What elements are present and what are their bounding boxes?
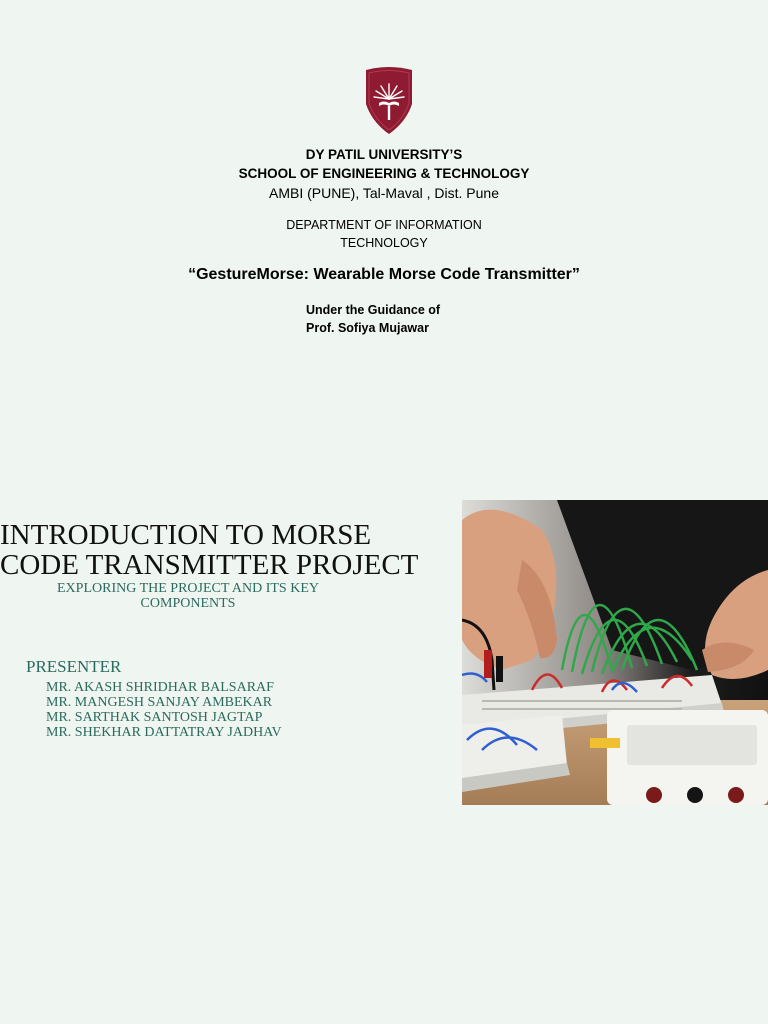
presenter-label: PRESENTER	[26, 657, 122, 676]
main-heading	[0, 520, 460, 580]
subtitle	[0, 581, 376, 611]
presenter-list	[46, 680, 282, 740]
department	[0, 216, 768, 252]
address: AMBI (PUNE), Tal-Maval , Dist. Pune	[268, 185, 500, 201]
subtitle-line-1: EXPLORING THE PROJECT AND ITS KEY	[57, 581, 319, 596]
guidance-block	[306, 301, 440, 337]
main-heading-line-2: CODE TRANSMITTER PROJECT	[0, 549, 419, 581]
department-line-1: DEPARTMENT OF INFORMATION	[286, 218, 482, 232]
guidance-label: Under the Guidance of	[306, 303, 441, 317]
main-heading-line-1: INTRODUCTION TO MORSE	[0, 519, 372, 551]
presenter-name: MR. SHEKHAR DATTATRAY JADHAV	[46, 725, 282, 740]
project-title: “GestureMorse: Wearable Morse Code Transmitter”	[188, 266, 580, 283]
guide-name: Prof. Sofiya Mujawar	[306, 321, 429, 335]
presenter-name: MR. AKASH SHRIDHAR BALSARAF	[46, 680, 274, 695]
university-name: DY PATIL UNIVERSITY’S	[305, 147, 463, 162]
presenter-name: MR. SARTHAK SANTOSH JAGTAP	[46, 710, 263, 725]
department-line-2: TECHNOLOGY	[340, 236, 428, 250]
subtitle-line-2: COMPONENTS	[140, 596, 236, 611]
university-logo-icon	[362, 66, 416, 136]
breadboard-photo	[462, 500, 768, 805]
school-name: SCHOOL OF ENGINEERING & TECHNOLOGY	[238, 166, 530, 181]
presenter-name: MR. MANGESH SANJAY AMBEKAR	[46, 695, 273, 710]
